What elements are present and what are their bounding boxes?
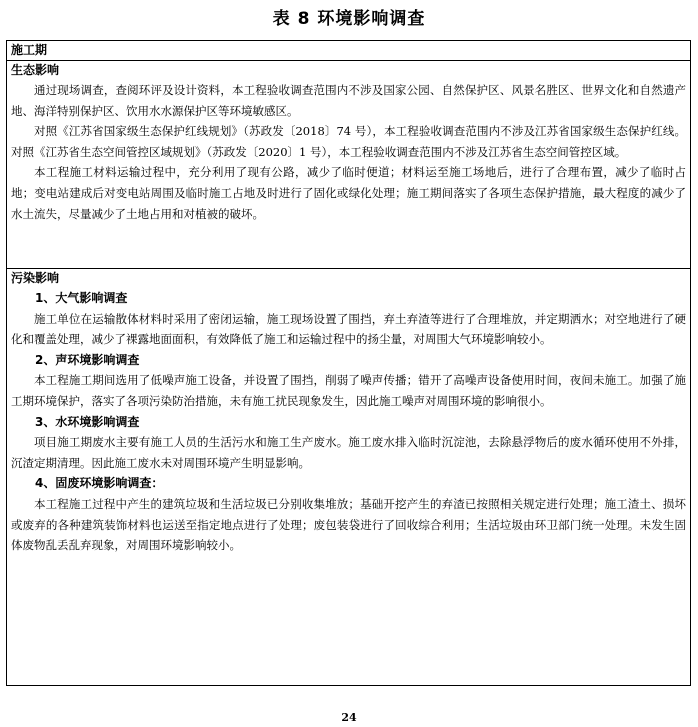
table-title: 表 8 环境影响调查	[272, 9, 426, 29]
ecology-impact-label: 生态影响	[11, 63, 60, 77]
noise-impact-heading: 2、声环境影响调查	[35, 352, 140, 367]
construction-period-label: 施工期	[7, 41, 690, 61]
water-impact-heading: 3、水环境影响调查	[35, 414, 140, 429]
solid-waste-impact-heading: 4、固废环境影响调查：	[35, 476, 164, 491]
pollution-impact-section	[6, 268, 691, 686]
pollution-impact-label: 污染影响	[11, 271, 60, 285]
page-number: 24	[341, 711, 357, 724]
noise-impact-text: 本工程施工期间选用了低噪声施工设备，并设置了围挡，削弱了噪声传播；错开了高噪声设备使用时间，夜间未施工。加强了施工期环境保护，落实了各项污染防治措施，未有施工扰民现象发生，因此施工噪声对周围环境的影响很小。	[11, 373, 686, 408]
pollution-impact-content	[7, 288, 690, 556]
solid-waste-impact-text: 本工程施工过程中产生的建筑垃圾和生活垃圾已分别收集堆放；基础开挖产生的弃渣已按照相关规定进行处理；施工渣土、损坏或废弃的各种建筑装饰材料也运送至指定地点进行了处理；废包装袋进行了回收综合利用；生活垃圾由环卫部门统一处理。未发生固体废物乱丢乱弃现象，对周围环境影响较小。	[11, 496, 686, 553]
air-impact-heading: 1、大气影响调查	[35, 291, 128, 305]
ecology-paragraph: 通过现场调查，查阅环评及设计资料，本工程验收调查范围内不涉及国家公园、自然保护区、风景名胜区、世界文化和自然遗产地、海洋特别保护区、饮用水水源保护区等环境敏感区。	[11, 83, 686, 118]
water-impact-text: 项目施工期废水主要有施工人员的生活污水和施工生产废水。施工废水排入临时沉淀池，去除悬浮物后的废水循环使用不外排，沉渣定期清理。因此施工废水未对周围环境产生明显影响。	[11, 435, 686, 470]
air-impact-text: 施工单位在运输散体材料时采用了密闭运输，施工现场设置了围挡，弃土弃渣等进行了合理堆放，并定期洒水；对空地进行了硬化和覆盖处理，减少了裸露地面面积，有效降低了施工和运输过程中的扬尘量，对周围大气环境影响较小。	[11, 311, 686, 347]
construction-period-section	[6, 40, 691, 269]
ecology-impact-content	[7, 80, 690, 224]
ecology-paragraph: 本工程施工材料运输过程中，充分利用了现有公路，减少了临时便道；材料运至施工场地后，进行了合理布置，减少了临时占地；变电站建成后对变电站周围及临时施工占地及时进行了固化或绿化处理；施工期间落实了各项生态保护措施，最大程度的减少了水土流失，尽量减少了土地占用和对植被的破坏。	[11, 165, 686, 221]
ecology-paragraph: 对照《江苏省国家级生态保护红线规划》（苏政发〔2018〕74 号），本工程验收调查范围内不涉及江苏省国家级生态保护红线。对照《江苏省生态空间管控区域规划》（苏政发〔2020〕1 号），本工程验收调查范围内不涉及江苏省生态空间管控区域。	[11, 124, 686, 159]
